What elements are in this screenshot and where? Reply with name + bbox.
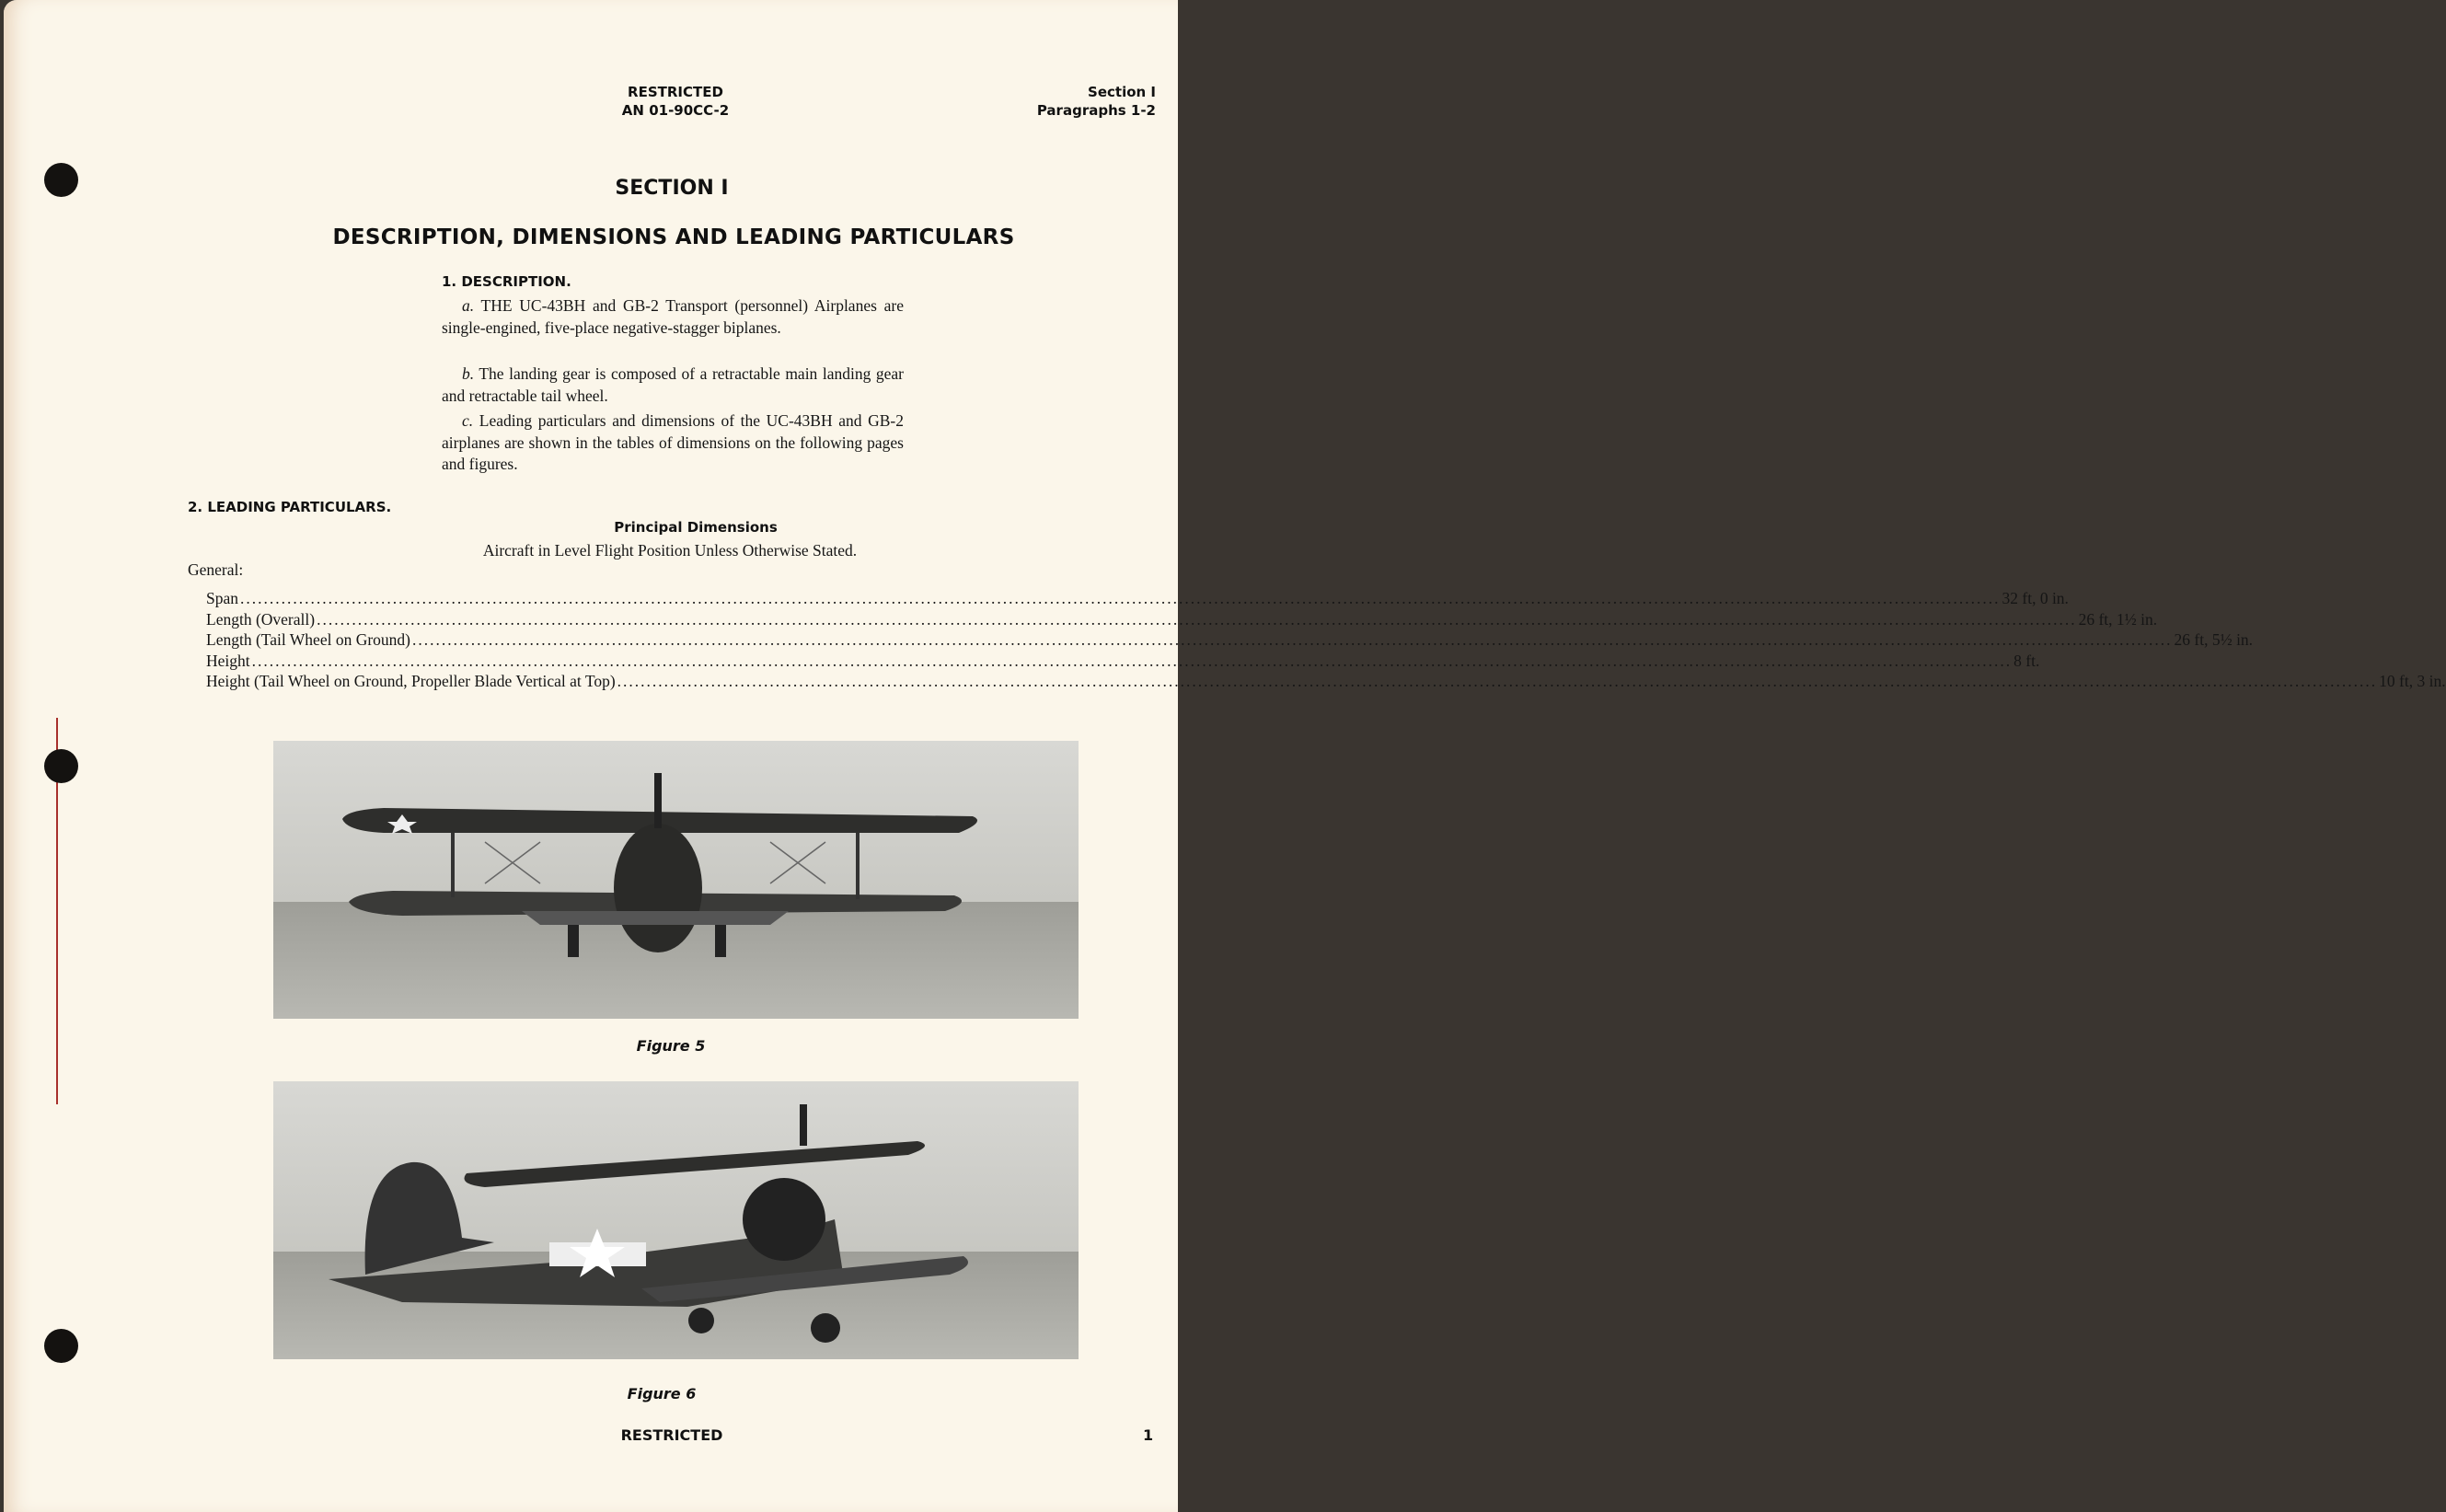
paragraph-text: The landing gear is composed of a retractable main landing gear and retractable tail wheel. — [442, 364, 904, 405]
dimension-row — [206, 609, 2158, 629]
section-title: SECTION I — [615, 177, 729, 200]
page-title: DESCRIPTION, DIMENSIONS AND LEADING PARTICULARS — [332, 225, 1015, 249]
page-number: 1 — [1143, 1426, 1154, 1444]
dimension-value: 26 ft, 1½ in. — [2078, 609, 2158, 629]
binder-hole — [44, 1329, 78, 1363]
figure-5-caption: Figure 5 — [636, 1037, 706, 1055]
header-paragraphs: Paragraphs 1-2 — [1036, 102, 1156, 119]
dimension-label: Height — [206, 651, 250, 670]
dimension-row — [206, 671, 2446, 691]
binder-hole — [44, 749, 78, 783]
leader-dots: ............................................................................................................................................................................................................................................................................................................ — [317, 609, 2077, 629]
paragraph-text: THE UC-43BH and GB-2 Transport (personnel) Airplanes are single-engined, five-place negative-stagger biplanes. — [442, 296, 904, 337]
paragraph-text: Leading particulars and dimensions of the UC-43BH and GB-2 airplanes are shown in the tables of dimensions on the following pages and figures. — [442, 411, 904, 473]
paragraph-letter: b. — [462, 364, 475, 383]
dimension-row — [206, 651, 2040, 671]
binder-hole — [44, 163, 78, 197]
figure-5-photo — [273, 741, 1079, 1019]
dimension-value: 10 ft, 3 in. — [2379, 672, 2446, 690]
dimension-label: Length (Overall) — [206, 609, 316, 629]
dimension-label: Span — [206, 589, 238, 607]
table-subtitle: Aircraft in Level Flight Position Unless Otherwise Stated. — [482, 541, 858, 560]
paragraph-letter: c. — [462, 411, 474, 430]
header-section: Section I — [1088, 84, 1156, 100]
description-paragraph-c — [442, 410, 904, 476]
dimension-label: Length (Tail Wheel on Ground) — [206, 630, 410, 649]
description-paragraph-b — [442, 364, 904, 407]
header-right — [1037, 83, 1156, 120]
header-restricted: RESTRICTED — [628, 84, 723, 100]
leader-dots: ............................................................................................................................................................................................................................................................................................................ — [412, 630, 2173, 649]
dimension-value: 32 ft, 0 in. — [2002, 589, 2069, 607]
dimension-row — [206, 629, 2254, 650]
header-doc-number: AN 01-90CC-2 — [621, 102, 730, 119]
footer-restricted: RESTRICTED — [620, 1426, 723, 1444]
figure-6-photo — [273, 1081, 1079, 1359]
document-page — [4, 0, 2446, 1512]
leader-dots: ............................................................................................................................................................................................................................................................................................................ — [251, 651, 2013, 670]
description-heading: 1. DESCRIPTION. — [442, 273, 571, 290]
figure-6-caption: Figure 6 — [627, 1385, 697, 1402]
dimension-label: Height (Tail Wheel on Ground, Propeller Blade Vertical at Top) — [206, 672, 616, 690]
leader-dots: ............................................................................................................................................................................................................................................................................................................ — [617, 672, 2378, 690]
dimension-value: 8 ft. — [2013, 651, 2040, 670]
dimension-row — [206, 588, 2069, 608]
description-paragraph-a — [442, 295, 904, 339]
leading-particulars-heading: 2. LEADING PARTICULARS. — [188, 499, 392, 515]
header-center — [622, 83, 729, 120]
group-label: General: — [188, 560, 244, 579]
paragraph-letter: a. — [462, 296, 475, 315]
table-title: Principal Dimensions — [614, 519, 778, 536]
leader-dots: ............................................................................................................................................................................................................................................................................................................ — [240, 589, 2001, 607]
dimension-value: 26 ft, 5½ in. — [2174, 630, 2254, 649]
